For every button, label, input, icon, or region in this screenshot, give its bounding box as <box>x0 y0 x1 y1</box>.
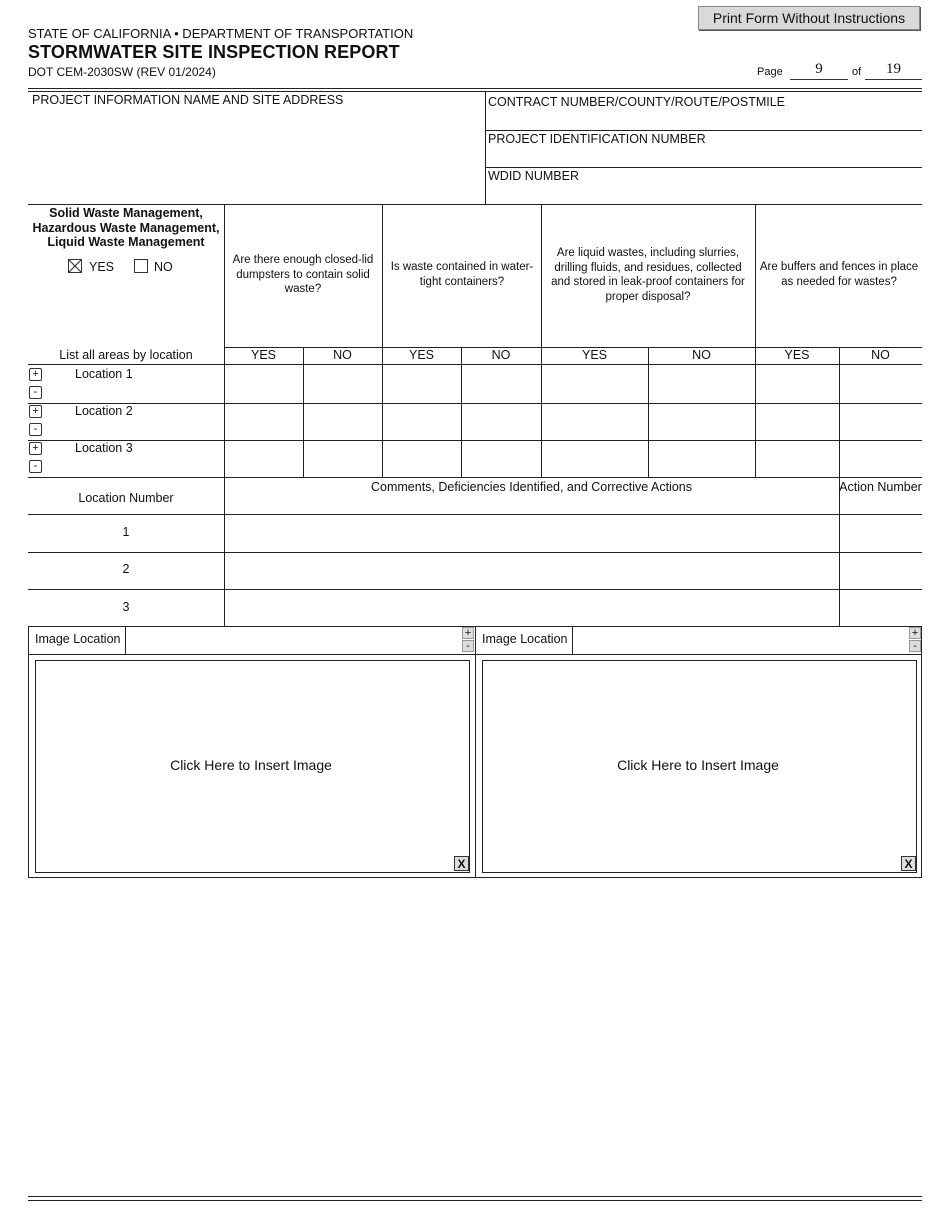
comment-row-number: 1 <box>122 525 130 539</box>
remove-image-button[interactable]: - <box>909 640 921 652</box>
category-no-label: NO <box>154 260 173 274</box>
comment-row-number: 2 <box>122 562 130 576</box>
wdid-field[interactable] <box>488 184 920 203</box>
checkmark-x-icon <box>68 259 82 273</box>
question-2: Is waste contained in water-tight containers? <box>390 261 534 288</box>
add-image-button[interactable]: + <box>909 627 921 639</box>
image-location-field[interactable] <box>574 628 907 652</box>
page-label: Page <box>757 66 783 78</box>
remove-image-button[interactable]: - <box>462 640 474 652</box>
image-location-label: Image Location <box>482 632 568 646</box>
q1-yes-header: YES <box>250 348 276 362</box>
clear-image-button[interactable]: X <box>454 856 469 871</box>
project-info-field[interactable] <box>28 108 484 203</box>
remove-location-button[interactable]: - <box>29 423 42 436</box>
action-number-field[interactable] <box>841 516 921 551</box>
project-info-label: PROJECT INFORMATION NAME AND SITE ADDRESS <box>32 93 344 107</box>
location-label[interactable]: Location 1 <box>75 367 133 381</box>
insert-image-label[interactable]: Click Here to Insert Image <box>170 757 332 773</box>
comment-field[interactable] <box>226 591 838 625</box>
project-id-label: PROJECT IDENTIFICATION NUMBER <box>488 132 706 146</box>
list-areas-label: List all areas by location <box>59 348 193 362</box>
category-title: Solid Waste Management, Hazardous Waste Management, Liquid Waste Management <box>32 206 220 249</box>
wdid-label: WDID NUMBER <box>488 169 579 183</box>
location-number-header: Location Number <box>78 491 174 505</box>
question-1: Are there enough closed-lid dumpsters to contain solid waste? <box>232 254 374 295</box>
question-4: Are buffers and fences in place as needed for wastes? <box>759 261 919 288</box>
image-location-field[interactable] <box>127 628 460 652</box>
question-3: Are liquid wastes, including slurries, drilling fluids, and residues, collected and stored in leak-proof containers for proper disposal? <box>551 247 745 303</box>
q2-yes-header: YES <box>408 348 434 362</box>
add-location-button[interactable]: + <box>29 368 42 381</box>
remove-location-button[interactable]: - <box>29 460 42 473</box>
category-no-checkbox[interactable] <box>134 259 148 273</box>
q2-no-header: NO <box>491 348 511 362</box>
project-id-field[interactable] <box>488 147 920 166</box>
q1-no-header: NO <box>333 348 352 362</box>
of-label: of <box>852 66 862 78</box>
total-pages-field[interactable]: 19 <box>865 62 922 80</box>
location-label[interactable]: Location 3 <box>75 441 133 455</box>
add-location-button[interactable]: + <box>29 442 42 455</box>
page-title: STORMWATER SITE INSPECTION REPORT <box>28 42 400 62</box>
add-image-button[interactable]: + <box>462 627 474 639</box>
page-number-field[interactable]: 9 <box>790 62 848 80</box>
comments-header: Comments, Deficiencies Identified, and Corrective Actions <box>371 480 692 494</box>
print-form-button[interactable]: Print Form Without Instructions <box>698 6 920 30</box>
q3-yes-header: YES <box>581 348 607 362</box>
agency-name: STATE OF CALIFORNIA • DEPARTMENT OF TRANSPORTATION <box>28 26 414 41</box>
comment-row-number: 3 <box>122 600 130 614</box>
comment-field[interactable] <box>226 554 838 588</box>
add-location-button[interactable]: + <box>29 405 42 418</box>
contract-number-field[interactable] <box>488 110 920 129</box>
contract-number-label: CONTRACT NUMBER/COUNTY/ROUTE/POSTMILE <box>488 95 786 109</box>
q4-no-header: NO <box>871 348 890 362</box>
form-number: DOT CEM-2030SW (REV 01/2024) <box>28 65 216 79</box>
category-yes-checkbox[interactable] <box>68 259 82 273</box>
category-yes-label: YES <box>89 260 115 274</box>
q3-no-header: NO <box>692 348 711 362</box>
action-number-field[interactable] <box>841 554 921 588</box>
q4-yes-header: YES <box>784 348 810 362</box>
image-location-label: Image Location <box>35 632 121 646</box>
clear-image-button[interactable]: X <box>901 856 916 871</box>
location-label[interactable]: Location 2 <box>75 404 133 418</box>
action-number-field[interactable] <box>841 591 921 625</box>
footer-rule <box>28 1196 922 1197</box>
action-number-header: Action Number <box>839 480 922 494</box>
insert-image-label[interactable]: Click Here to Insert Image <box>617 757 779 773</box>
comment-field[interactable] <box>226 516 838 551</box>
remove-location-button[interactable]: - <box>29 386 42 399</box>
